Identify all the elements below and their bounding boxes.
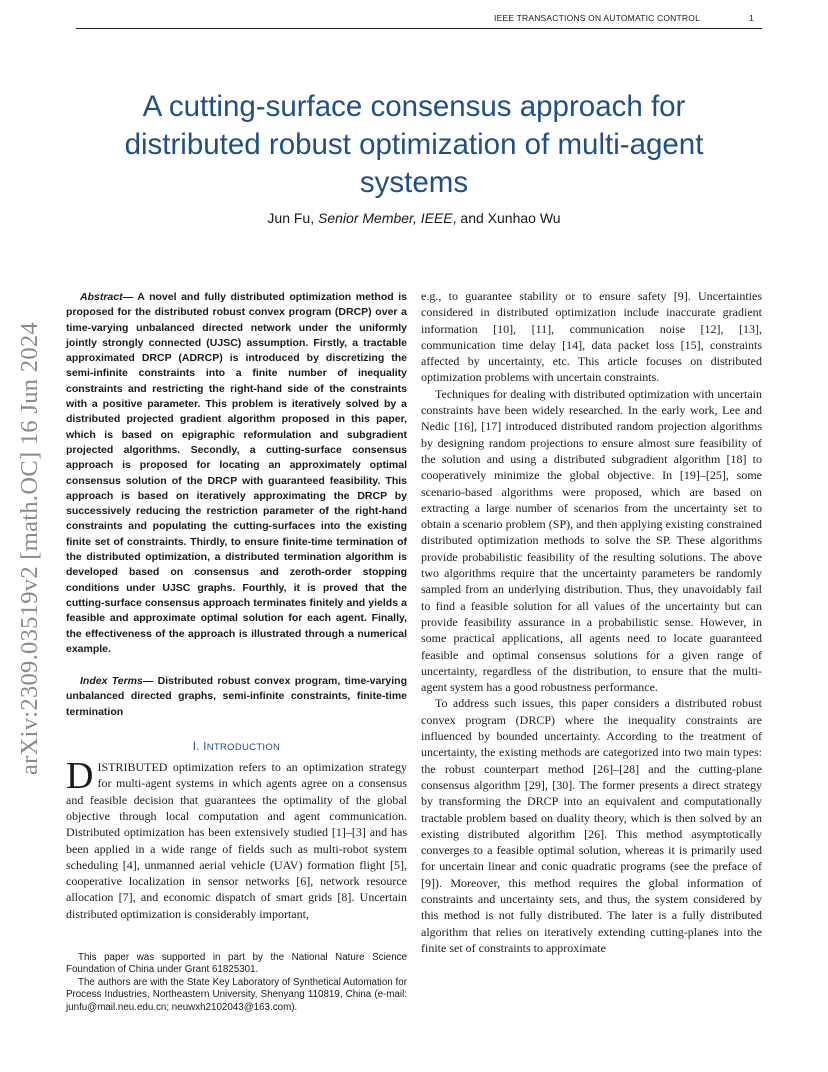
author-line bbox=[80, 210, 748, 226]
arxiv-stamp: arXiv:2309.03519v2 [math.OC] 16 Jun 2024 bbox=[16, 322, 43, 775]
intro-paragraph-1 bbox=[66, 755, 407, 922]
intro-paragraph-1-continued: e.g., to guarantee stability or to ensure safety [9]. Uncertainties considered in distributed optimization include inaccurate gradient information [10], [11], communication noise [12], [13], communication time delay [14], data packet loss [15], constraints affected by uncertainty, etc. This article focuses on distributed optimization problems with uncertain constraints. bbox=[421, 289, 762, 385]
header-rule bbox=[76, 28, 762, 29]
section-title: NTRODUCTION bbox=[206, 742, 281, 754]
left-column bbox=[66, 290, 407, 922]
index-terms-text: — Distributed robust convex program, time-varying unbalanced directed graphs, semi-infinite constraints, finite-time termination bbox=[66, 675, 408, 718]
author-1: Jun Fu, bbox=[267, 210, 319, 226]
author-1-role: Senior Member, IEEE bbox=[318, 210, 453, 226]
author-rest: , and Xunhao Wu bbox=[452, 210, 561, 226]
intro-paragraph-3: To address such issues, this paper considers a distributed robust convex program (DRCP) where the inequality constraints are influenced by bounded uncertainty. According to the treatment of uncertainty, the existing methods are categorized into two main types: the robust counterpart method [26]–[28] and the cutting-plane consensus algorithm [29], [30]. The former presents a direct strategy by transforming the DRCP into an equivalent and computationally tractable problem based on duality theory, which is then solved by an existing distributed algorithm [26]. This method asymptotically converges to a feasible optimal solution, whereas it is primarily used for uncertain linear and conic quadratic programs (see the preface of [9]). Moreover, this method requires the global information of constraints and uncertainty sets, and thus, the system considered by this method is not fully distributed. The later is a fully distributed algorithm that relies on iteratively extending cutting-planes into the finite set of constraints to approximate bbox=[421, 696, 762, 955]
footnote-funding: This paper was supported in part by the National Nature Science Foundation of China under Grant 61825301. bbox=[66, 952, 407, 976]
drop-cap: D bbox=[66, 755, 94, 798]
footnote-affiliation: The authors are with the State Key Laboratory of Synthetical Automation for Process Industries, Northeastern University, Shenyang 110819, China (e-mail: junfu@mail.neu.edu.cn; neuwxh2102043@163.com). bbox=[66, 976, 407, 1013]
section-heading-introduction bbox=[66, 741, 407, 753]
journal-name: IEEE TRANSACTIONS ON AUTOMATIC CONTROL bbox=[494, 13, 700, 23]
intro-paragraph-2: Techniques for dealing with distributed optimization with uncertain constraints have been widely researched. In the early work, Lee and Nedic [16], [17] introduced distributed random projection algorithms by designing random projections to ensure almost sure feasibility of the solution and using a distributed subgradient algorithm [18] to cooperatively minimize the global objective. In [19]–[25], some scenario-based algorithms were proposed, which are based on extracting a large number of scenarios from the uncertainty set to obtain a scenario problem (SP), and then applying existing constrained distributed optimization methods to solve the SP. These algorithms provide probabilistic feasibility of the resulting solutions. The above two algorithms require that the uncertainty parameters be randomly sampled from an underlying distribution. Thus, they unavoidably fail to find a feasible solution for all values of the uncertainty but can provide feasibility assurance in a probabilistic sense. However, in some practical applications, all agents need to locate guaranteed feasible and optimal consensus solutions for a given range of uncertainty, regardless of the distribution, to ensure that the multi-agent system has a good robustness performance. bbox=[421, 386, 762, 695]
index-terms-label: Index Terms bbox=[80, 675, 143, 688]
intro-paragraph-1-text: ISTRIBUTED optimization refers to an optimization strategy for multi-agent systems in which agents agree on a consensus and feasible decision that guarantees the optimality of the global objective through local computation and agent communication. Distributed optimization has been extensively studied [1]–[3] and has been applied in a wide range of fields such as multi-robot system scheduling [4], unmanned aerial vehicle (UAV) formation flight [5], cooperative localization in sensor networks [6], network resource allocation [7], and economic dispatch of smart grids [8]. Uncertain distributed optimization is considerably important, bbox=[66, 760, 407, 921]
section-number: I. I bbox=[192, 741, 207, 754]
index-terms bbox=[66, 674, 407, 720]
footnotes bbox=[66, 952, 407, 1014]
right-column bbox=[421, 288, 762, 956]
abstract-label: Abstract bbox=[80, 291, 123, 303]
abstract bbox=[66, 290, 407, 657]
abstract-text: — A novel and fully distributed optimization method is proposed for the distributed robust convex program (DRCP) over a time-varying unbalanced directed network under the uniformly jointly strongly connected (UJSC) assumption. Firstly, a tractable approximated DRCP (ADRCP) is introduced by discretizing the semi-infinite constraints into a finite number of inequality constraints and restricting the right-hand side of the constraints with a positive parameter. This problem is iteratively solved by a distributed projected gradient algorithm proposed in this paper, which is based on epigraphic reformulation and subgradient projected algorithms. Secondly, a cutting-surface consensus approach is proposed for locating an approximately optimal consensus solution of the DRCP with guaranteed feasibility. This approach is based on iteratively approximating the DRCP by successively reducing the restriction parameter of the right-hand constraints and populating the cutting-surfaces into the existing finite set of constraints. Thirdly, to ensure finite-time termination of the distributed optimization, a distributed termination algorithm is developed based on consensus and zeroth-order stopping conditions under UJSC graphs. Fourthly, it is proved that the cutting-surface consensus approach terminates finitely and yields a feasible and approximate optimal solution for each agent. Finally, the effectiveness of the approach is illustrated through a numerical example. bbox=[66, 291, 407, 655]
page-number: 1 bbox=[749, 13, 754, 23]
paper-title: A cutting-surface consensus approach for distributed robust optimization of multi-agent systems bbox=[124, 90, 704, 199]
